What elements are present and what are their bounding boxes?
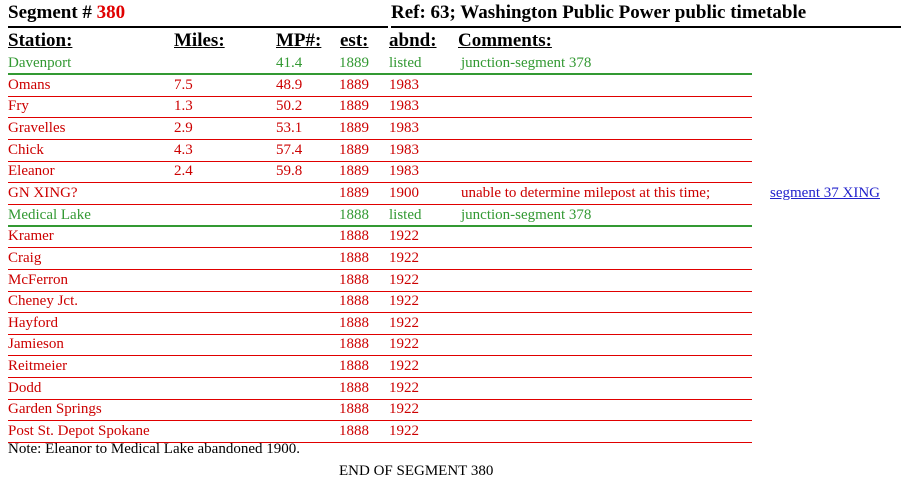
column-header-miles: Miles: — [174, 30, 225, 51]
table-row — [8, 54, 752, 75]
cell-station: McFerron — [8, 271, 68, 288]
column-header-est: est: — [340, 30, 369, 51]
cell-station: GN XING? — [8, 184, 78, 201]
cell-station: Dodd — [8, 379, 42, 396]
cell-est: 1889 — [339, 141, 369, 158]
table-row — [8, 335, 752, 356]
segment-number: 380 — [96, 2, 126, 23]
reference-underline — [391, 26, 901, 28]
cell-est: 1888 — [339, 271, 369, 288]
cell-station: Gravelles — [8, 119, 66, 136]
table-row — [8, 271, 752, 292]
table-row — [8, 314, 752, 335]
cell-abnd: 1922 — [389, 314, 419, 331]
segment-title — [8, 2, 125, 24]
note-text: Note: Eleanor to Medical Lake abandoned 1900. — [8, 441, 300, 457]
cell-station: Kramer — [8, 228, 54, 245]
cell-abnd: 1922 — [389, 249, 419, 266]
table-row — [8, 206, 752, 227]
cell-abnd: 1983 — [389, 163, 419, 180]
segment-link[interactable]: segment 37 XING — [770, 184, 880, 201]
cell-station: Davenport — [8, 55, 72, 71]
cell-station: Cheney Jct. — [8, 293, 78, 310]
end-of-segment-text: END OF SEGMENT 380 — [339, 463, 494, 479]
cell-est: 1889 — [339, 184, 369, 201]
cell-comment: junction-segment 378 — [461, 55, 592, 71]
cell-est: 1888 — [339, 249, 369, 266]
cell-miles: 4.3 — [174, 141, 193, 158]
cell-est: 1888 — [339, 206, 369, 223]
column-header-comments: Comments: — [458, 30, 552, 51]
cell-comment: junction-segment 378 — [461, 206, 592, 223]
cell-station: Craig — [8, 249, 42, 266]
column-header-station: Station: — [8, 30, 73, 51]
cell-est: 1889 — [339, 163, 369, 180]
table-row — [8, 119, 752, 140]
cell-miles: 1.3 — [174, 98, 193, 115]
cell-est: 1889 — [339, 76, 369, 93]
cell-est: 1888 — [339, 401, 369, 418]
table-row — [8, 357, 752, 378]
cell-est: 1888 — [339, 228, 369, 245]
cell-abnd: 1922 — [389, 336, 419, 353]
table-row — [8, 379, 752, 400]
column-header-mp: MP#: — [276, 30, 322, 51]
cell-abnd: 1900 — [389, 184, 419, 201]
cell-est: 1888 — [339, 336, 369, 353]
cell-station: Garden Springs — [8, 401, 102, 418]
cell-station: Chick — [8, 141, 44, 158]
cell-station: Fry — [8, 98, 29, 115]
cell-comment: unable to determine milepost at this time; — [461, 184, 711, 201]
table-row — [8, 97, 752, 118]
table-row — [8, 141, 752, 162]
cell-est: 1889 — [339, 119, 369, 136]
cell-abnd: 1983 — [389, 76, 419, 93]
cell-est: 1889 — [339, 55, 369, 71]
table-row — [8, 162, 752, 183]
cell-station: Reitmeier — [8, 358, 68, 375]
cell-miles: 2.9 — [174, 119, 193, 136]
segment-title-underline — [8, 26, 388, 28]
cell-est: 1888 — [339, 314, 369, 331]
cell-est: 1888 — [339, 423, 369, 440]
segment-label: Segment # — [8, 2, 92, 23]
cell-abnd: 1922 — [389, 293, 419, 310]
cell-station: Medical Lake — [8, 206, 91, 223]
table-row — [8, 227, 752, 248]
cell-mp: 53.1 — [276, 119, 303, 136]
cell-miles: 7.5 — [174, 76, 193, 93]
cell-miles: 2.4 — [174, 163, 193, 180]
cell-station: Hayford — [8, 314, 58, 331]
cell-mp: 41.4 — [276, 55, 303, 71]
cell-mp: 50.2 — [276, 98, 303, 115]
cell-abnd: listed — [389, 206, 422, 223]
table-row — [8, 400, 752, 421]
cell-abnd: 1983 — [389, 98, 419, 115]
cell-est: 1889 — [339, 98, 369, 115]
cell-mp: 59.8 — [276, 163, 303, 180]
table-row — [8, 422, 752, 443]
cell-abnd: 1922 — [389, 423, 419, 440]
cell-mp: 48.9 — [276, 76, 303, 93]
table-row — [8, 292, 752, 313]
cell-est: 1888 — [339, 358, 369, 375]
cell-mp: 57.4 — [276, 141, 303, 158]
cell-station: Eleanor — [8, 163, 55, 180]
cell-abnd: 1922 — [389, 401, 419, 418]
cell-abnd: 1922 — [389, 379, 419, 396]
cell-abnd: 1983 — [389, 119, 419, 136]
cell-station: Jamieson — [8, 336, 64, 353]
cell-abnd: 1983 — [389, 141, 419, 158]
cell-est: 1888 — [339, 379, 369, 396]
table-row — [8, 249, 752, 270]
cell-abnd: 1922 — [389, 271, 419, 288]
cell-abnd: 1922 — [389, 358, 419, 375]
table-row — [8, 76, 752, 97]
cell-station: Omans — [8, 76, 51, 93]
cell-abnd: 1922 — [389, 228, 419, 245]
cell-abnd: listed — [389, 55, 422, 71]
reference-text: Ref: 63; Washington Public Power public timetable — [391, 2, 807, 23]
cell-station: Post St. Depot Spokane — [8, 423, 150, 440]
table-row — [8, 184, 880, 205]
cell-est: 1888 — [339, 293, 369, 310]
column-header-abnd: abnd: — [389, 30, 437, 51]
